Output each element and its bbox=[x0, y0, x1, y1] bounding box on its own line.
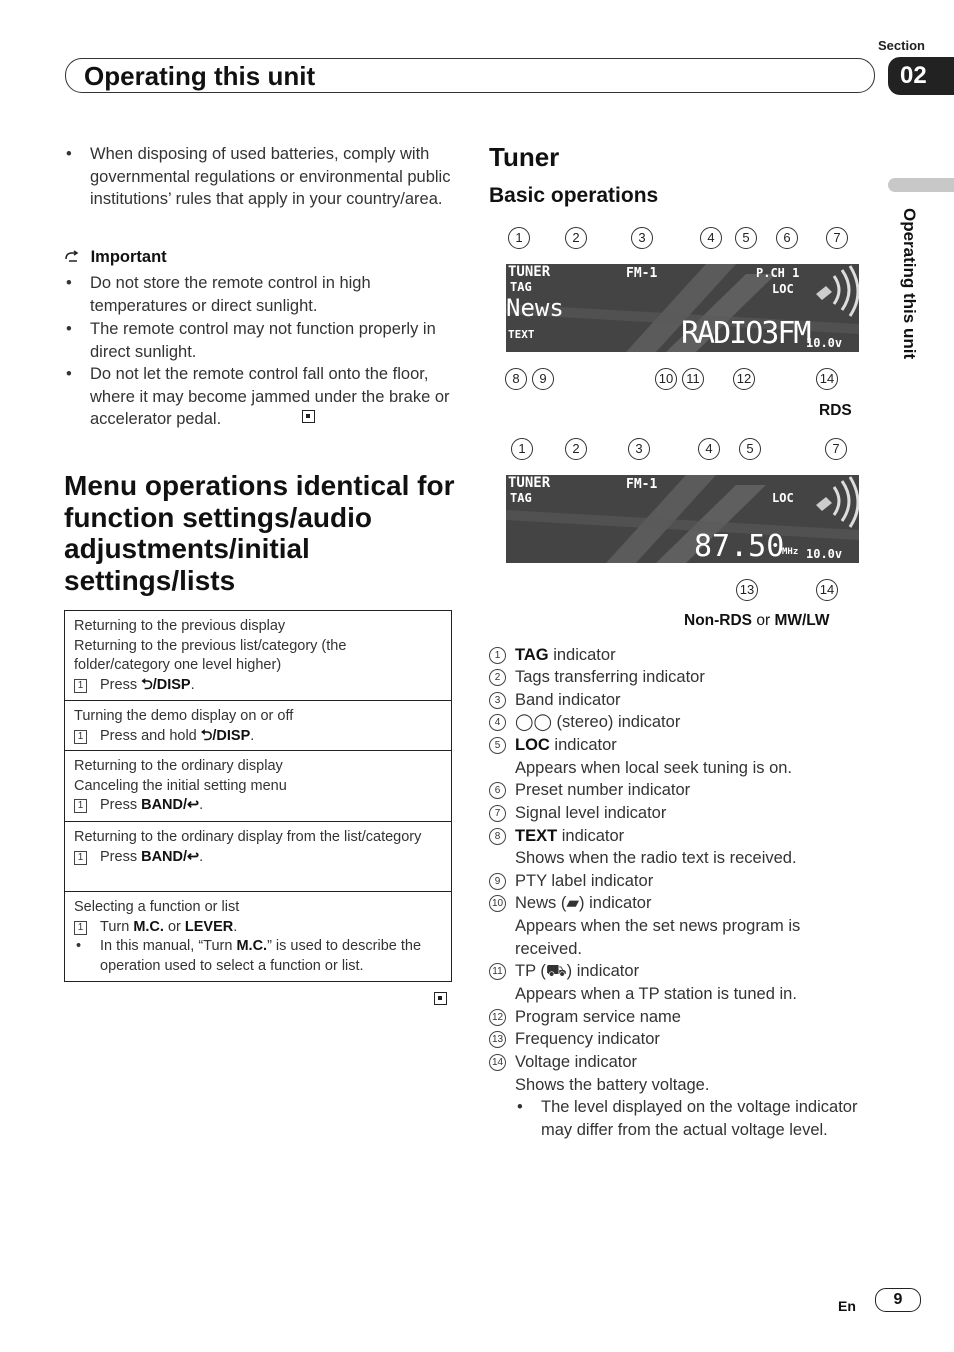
important-bullet: • Do not let the remote control fall onto the floor, where it may become jammed under the brake or accelerator pedal. bbox=[66, 365, 450, 429]
legend-description: Appears when a TP station is tuned in. bbox=[515, 985, 797, 1003]
callout-3: 3 bbox=[628, 438, 650, 460]
side-tab-marker bbox=[888, 178, 954, 192]
callout-6: 6 bbox=[776, 227, 798, 249]
callout-3: 3 bbox=[631, 227, 653, 249]
callout-9: 9 bbox=[532, 368, 554, 390]
callout-7: 7 bbox=[826, 227, 848, 249]
callout-7: 7 bbox=[825, 438, 847, 460]
lcd-tuner-label: TUNER bbox=[508, 475, 551, 491]
operations-table bbox=[64, 610, 452, 982]
table-step: 1 Turn M.C. or LEVER. bbox=[74, 918, 443, 938]
table-step: 1 Press BAND/↩. bbox=[74, 848, 443, 868]
callout-12: 12 bbox=[733, 368, 755, 390]
side-tab-label: Operating this unit bbox=[900, 208, 919, 360]
callout-5: 5 bbox=[739, 438, 761, 460]
lcd-loc-indicator: LOC bbox=[772, 491, 794, 505]
row-label: Returning to the previous list/category (the folder/category one level higher) bbox=[74, 637, 347, 673]
lcd-news-label: News bbox=[506, 294, 564, 322]
section-end-mark bbox=[434, 992, 447, 1005]
battery-disposal-bullet: • When disposing of used batteries, comply with governmental regulations or environmental public institutions’ rules that apply in your country/area. bbox=[66, 145, 451, 209]
section-end-mark bbox=[302, 410, 315, 423]
lcd-tag-indicator: TAG bbox=[510, 280, 532, 294]
page-number: 9 bbox=[875, 1288, 921, 1312]
callout-14: 14 bbox=[816, 368, 838, 390]
row-label: Turning the demo display on or off bbox=[74, 708, 294, 724]
rds-lcd-display bbox=[506, 264, 859, 352]
callout-2: 2 bbox=[565, 438, 587, 460]
important-icon bbox=[64, 250, 86, 264]
lcd-tag-indicator: TAG bbox=[510, 491, 532, 505]
lcd-voltage-indicator: 10.0v bbox=[806, 547, 843, 561]
row-label: Selecting a function or list bbox=[74, 899, 240, 915]
table-row bbox=[65, 701, 451, 751]
row-label: Returning to the previous display bbox=[74, 618, 286, 634]
lcd-frequency-unit: MHz bbox=[782, 547, 799, 557]
lcd-frequency: 87.50 bbox=[694, 529, 785, 563]
callout-14: 14 bbox=[816, 579, 838, 601]
tuner-heading: Tuner bbox=[489, 142, 560, 172]
row-label: Canceling the initial setting menu bbox=[74, 777, 287, 794]
lcd-program-service-name: RADIO3FM bbox=[681, 316, 810, 351]
basic-operations-heading: Basic operations bbox=[489, 184, 659, 207]
callout-8: 8 bbox=[505, 368, 527, 390]
row-label: Returning to the ordinary display bbox=[74, 758, 283, 774]
table-step: 1 Press BAND/↩. bbox=[74, 796, 443, 816]
callout-4: 4 bbox=[698, 438, 720, 460]
legend-description: Shows the battery voltage. bbox=[515, 1076, 710, 1094]
table-row bbox=[65, 822, 451, 892]
lcd-tuner-label: TUNER bbox=[508, 264, 551, 280]
callout-4: 4 bbox=[700, 227, 722, 249]
table-note: • In this manual, “Turn M.C.” is used to describe the operation used to select a function or list. bbox=[76, 938, 422, 974]
callout-1: 1 bbox=[508, 227, 530, 249]
important-bullet: • The remote control may not function properly in direct sunlight. bbox=[66, 320, 436, 361]
legend-description: Appears when local seek tuning is on. bbox=[515, 759, 793, 777]
section-label: Section bbox=[878, 38, 925, 53]
lcd-band-indicator: FM-1 bbox=[626, 477, 658, 492]
callout-1: 1 bbox=[511, 438, 533, 460]
legend-description: Appears when the set news program is received. bbox=[515, 917, 801, 958]
legend-description: Shows when the radio text is received. bbox=[515, 849, 797, 867]
non-rds-lcd-display bbox=[506, 475, 859, 563]
callout-13: 13 bbox=[736, 579, 758, 601]
table-row bbox=[65, 892, 451, 981]
non-rds-caption: Non-RDS or MW/LW bbox=[684, 612, 830, 629]
row-label: Returning to the ordinary display from the list/category bbox=[74, 829, 422, 845]
table-step: 1 Press and hold ⮌/DISP. bbox=[74, 727, 443, 747]
important-bullet: • Do not store the remote control in high temperatures or direct sunlight. bbox=[66, 274, 371, 315]
lcd-voltage-indicator: 10.0v bbox=[806, 336, 843, 350]
table-row bbox=[65, 751, 451, 822]
callout-5: 5 bbox=[735, 227, 757, 249]
page-title: Operating this unit bbox=[84, 61, 316, 91]
voltage-note-bullet: • The level displayed on the voltage indicator may differ from the actual voltage level. bbox=[517, 1098, 858, 1139]
table-step: 1 Press ⮌/DISP. bbox=[74, 676, 443, 696]
lcd-loc-indicator: LOC bbox=[772, 282, 794, 296]
rds-caption: RDS bbox=[819, 402, 852, 419]
table-row bbox=[65, 611, 451, 701]
lcd-text-indicator: TEXT bbox=[508, 328, 535, 341]
callout-2: 2 bbox=[565, 227, 587, 249]
lcd-band-indicator: FM-1 bbox=[626, 266, 658, 281]
callout-11: 11 bbox=[682, 368, 704, 390]
important-heading: Important bbox=[64, 248, 167, 267]
menu-operations-heading: Menu operations identical for function settings/audio adjustments/initial settings/lists bbox=[64, 470, 455, 596]
language-label: En bbox=[838, 1298, 856, 1314]
lcd-preset-indicator: P.CH 1 bbox=[756, 266, 800, 280]
section-number-badge: 02 bbox=[888, 57, 954, 95]
callout-10: 10 bbox=[655, 368, 677, 390]
